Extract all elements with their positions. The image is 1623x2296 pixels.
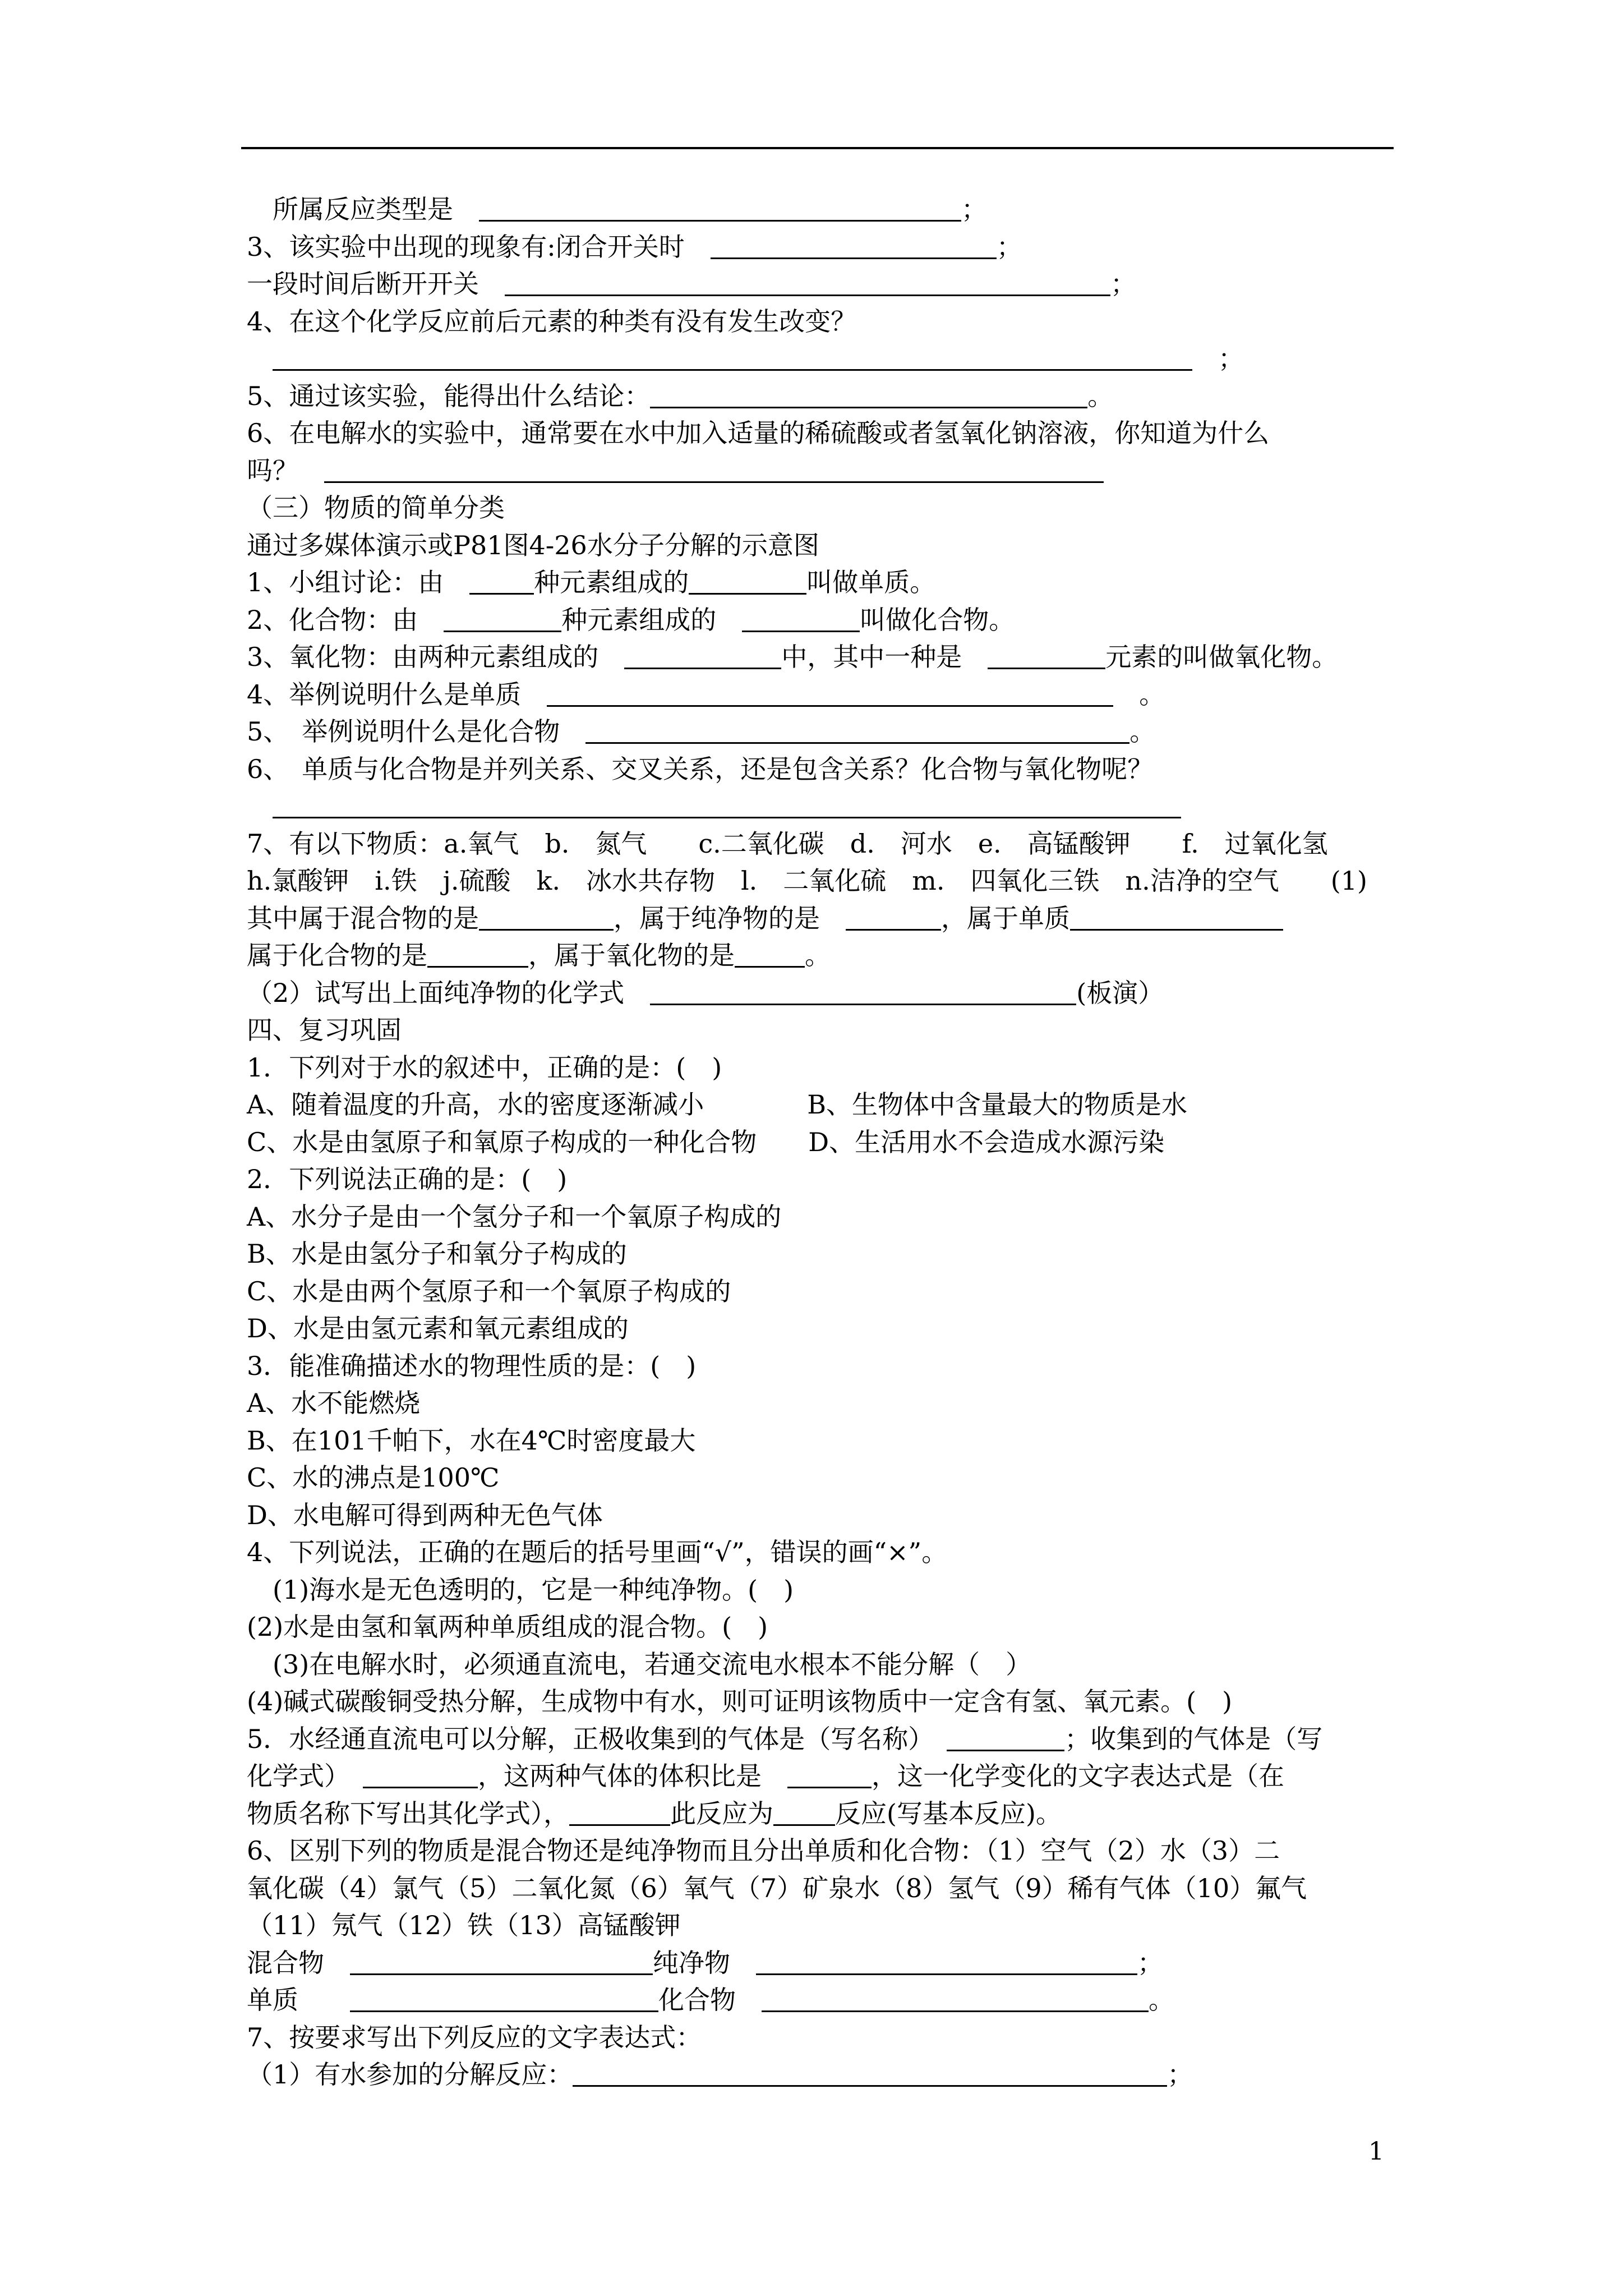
- line-text: 氧化碳（4）氯气（5）二氧化氮（6）氧气（7）矿泉水（8）氢气（9）稀有气体（10）氟气: [247, 1872, 1307, 1903]
- line-text: 4、下列说法，正确的在题后的括号里画“√”，错误的画“×”。: [247, 1537, 948, 1567]
- answer-blank[interactable]: [444, 606, 561, 632]
- answer-blank[interactable]: [773, 1800, 835, 1826]
- line-text: 7、按要求写出下列反应的文字表达式：: [247, 2022, 702, 2053]
- answer-blank[interactable]: [742, 606, 860, 632]
- line-text: ；: [961, 194, 987, 224]
- line-text: 叫做单质。: [806, 567, 936, 597]
- text-line: [247, 564, 1413, 601]
- line-text: ，这两种气体的体积比是: [478, 1761, 787, 1791]
- line-text: 中，其中一种是: [781, 642, 988, 672]
- worksheet-body: [247, 191, 1413, 2093]
- line-text: D、水是由氢元素和氧元素组成的: [247, 1313, 629, 1343]
- text-line: [247, 527, 1413, 564]
- line-text: 1、小组讨论：由: [247, 567, 470, 597]
- answer-blank[interactable]: [756, 1949, 1137, 1975]
- line-text: 种元素组成的: [561, 604, 743, 635]
- line-text: D、水电解可得到两种无色气体: [247, 1499, 603, 1530]
- line-text: 所属反应类型是: [247, 194, 479, 224]
- line-text: 其中属于混合物的是: [247, 903, 479, 933]
- text-line: [247, 1757, 1413, 1795]
- text-line: [247, 1310, 1413, 1347]
- answer-blank[interactable]: [350, 1986, 658, 2012]
- text-line: [247, 1571, 1413, 1609]
- line-text: 3、氧化物：由两种元素组成的: [247, 642, 625, 672]
- line-text: 种元素组成的: [534, 567, 689, 597]
- text-line: [247, 1347, 1413, 1385]
- line-text: 。: [1149, 1985, 1174, 2015]
- line-text: 化学式）: [247, 1761, 363, 1791]
- text-line: [247, 340, 1413, 378]
- text-line: [247, 788, 1413, 825]
- text-line: [247, 191, 1413, 228]
- line-text: 2．下列说法正确的是：( ): [247, 1164, 568, 1194]
- line-text: 。: [805, 940, 831, 970]
- text-line: [247, 1049, 1413, 1087]
- text-line: [247, 1198, 1413, 1236]
- text-line: [247, 1497, 1413, 1534]
- answer-blank[interactable]: [273, 344, 1192, 371]
- line-text: 属于化合物的是: [247, 940, 427, 970]
- line-text: C、水是由氢原子和氧原子构成的一种化合物 D、生活用水不会造成水源污染: [247, 1126, 1165, 1157]
- text-line: [247, 1608, 1413, 1646]
- line-text: ；: [1137, 1947, 1163, 1978]
- text-line: [247, 638, 1413, 676]
- text-line: [247, 1944, 1413, 1982]
- line-text: 化合物: [658, 1985, 762, 2015]
- text-line: [247, 415, 1413, 452]
- line-text: ；: [1192, 343, 1244, 374]
- text-line: [247, 1235, 1413, 1273]
- answer-blank[interactable]: [573, 2060, 1167, 2087]
- text-line: [247, 751, 1413, 788]
- answer-blank[interactable]: [547, 680, 1113, 707]
- line-text: ，属于纯净物的是: [614, 903, 846, 933]
- answer-blank[interactable]: [689, 568, 806, 595]
- line-text: ；: [996, 231, 1022, 262]
- text-line: [247, 825, 1413, 863]
- line-text: 单质: [247, 1985, 350, 2015]
- line-text: 5、通过该实验，能得出什么结论：: [247, 380, 651, 411]
- line-text: （2）试写出上面纯净物的化学式: [247, 977, 651, 1008]
- answer-blank[interactable]: [324, 457, 1104, 483]
- answer-blank[interactable]: [650, 979, 1076, 1005]
- line-text: 叫做化合物。: [860, 604, 1015, 635]
- line-text: 吗？: [247, 455, 324, 486]
- line-text: 纯净物: [653, 1947, 756, 1978]
- line-text: h.氯酸钾 i.铁 j.硫酸 k. 冰水共存物 l. 二氧化硫 m. 四氧化三铁 n.洁净的空气 (1): [247, 866, 1367, 896]
- text-line: [247, 601, 1413, 639]
- text-line: [247, 1832, 1413, 1870]
- answer-blank[interactable]: [363, 1762, 478, 1788]
- line-text: 6、在电解水的实验中，通常要在水中加入适量的稀硫酸或者氢氧化钠溶液，你知道为什么: [247, 418, 1270, 448]
- text-line: [247, 1011, 1413, 1049]
- line-text: 。: [1113, 679, 1165, 710]
- answer-blank[interactable]: [787, 1762, 872, 1788]
- line-text: ；收集到的气体是（写: [1064, 1723, 1323, 1754]
- text-line: [247, 676, 1413, 714]
- text-line: [247, 489, 1413, 527]
- answer-blank[interactable]: [350, 1949, 653, 1975]
- answer-blank[interactable]: [1070, 904, 1283, 931]
- line-text: 7、有以下物质：a.氧气 b. 氮气 c.二氧化碳 d. 河水 e. 高锰酸钾 f. 过氧化氢: [247, 828, 1328, 859]
- text-line: [247, 452, 1413, 490]
- text-line: [247, 1384, 1413, 1422]
- answer-blank[interactable]: [585, 717, 1129, 744]
- text-line: [247, 378, 1413, 415]
- line-text: A、水分子是由一个氢分子和一个氧原子构成的: [247, 1201, 782, 1232]
- answer-blank[interactable]: [735, 941, 805, 968]
- text-line: [247, 1720, 1413, 1758]
- line-text: ；: [1167, 2059, 1193, 2090]
- line-text: B、在101千帕下，水在4℃时密度最大: [247, 1425, 696, 1456]
- line-text: B、水是由氢分子和氧分子构成的: [247, 1239, 627, 1269]
- answer-blank[interactable]: [624, 643, 781, 669]
- line-text: (1)海水是无色透明的，它是一种纯净物。( ): [247, 1574, 794, 1605]
- text-line: [247, 2019, 1413, 2056]
- text-line: [247, 1534, 1413, 1571]
- text-line: [247, 1459, 1413, 1497]
- line-text: (板演）: [1076, 977, 1164, 1008]
- answer-blank[interactable]: [479, 195, 961, 222]
- text-line: [247, 2056, 1413, 2093]
- answer-blank[interactable]: [427, 941, 528, 968]
- line-text: 四、复习巩固: [247, 1015, 402, 1045]
- answer-blank[interactable]: [711, 233, 997, 259]
- line-text: ，属于氧化物的是: [528, 940, 735, 970]
- text-line: [247, 1273, 1413, 1310]
- answer-blank[interactable]: [479, 904, 614, 931]
- line-text: （三）物质的简单分类: [247, 493, 505, 523]
- answer-blank[interactable]: [569, 1800, 670, 1826]
- line-text: (4)碱式碳酸铜受热分解，生成物中有水，则可证明该物质中一定含有氢、氧元素。( ): [247, 1686, 1233, 1717]
- answer-blank[interactable]: [469, 568, 534, 595]
- line-text: 。: [1087, 380, 1114, 411]
- line-text: 此反应为: [670, 1798, 773, 1829]
- line-text: A、水不能燃烧: [247, 1388, 421, 1418]
- line-text: 6、 单质与化合物是并列关系、交叉关系，还是包含关系？化合物与氧化物呢？: [247, 753, 1154, 784]
- line-text: ，这一化学变化的文字表达式是（在: [872, 1761, 1284, 1791]
- line-text: 4、举例说明什么是单质: [247, 679, 547, 710]
- text-line: [247, 1161, 1413, 1198]
- line-text: 一段时间后断开开关: [247, 269, 505, 299]
- line-text: 5、 举例说明什么是化合物: [247, 716, 586, 747]
- text-line: [247, 974, 1413, 1012]
- text-line: [247, 303, 1413, 341]
- line-text: 物质名称下写出其化学式），: [247, 1798, 569, 1829]
- answer-blank[interactable]: [846, 904, 941, 931]
- text-line: [247, 265, 1413, 303]
- line-text: （1）有水参加的分解反应：: [247, 2059, 573, 2090]
- text-line: [247, 1683, 1413, 1720]
- line-text: 2、化合物：由: [247, 604, 444, 635]
- text-line: [247, 937, 1413, 974]
- line-text: 元素的叫做氧化物。: [1105, 642, 1338, 672]
- line-text: 通过多媒体演示或P81图4-26水分子分解的示意图: [247, 530, 819, 560]
- line-text: ，属于单质: [941, 903, 1070, 933]
- line-text: 1．下列对于水的叙述中，正确的是：( ): [247, 1052, 722, 1083]
- line-text: 4、在这个化学反应前后元素的种类有没有发生改变？: [247, 306, 857, 337]
- answer-blank[interactable]: [273, 792, 1181, 818]
- line-text: (2)水是由氢和氧两种单质组成的混合物。( ): [247, 1612, 768, 1642]
- answer-blank[interactable]: [650, 382, 1087, 408]
- text-line: [247, 862, 1413, 900]
- answer-blank[interactable]: [762, 1986, 1149, 2012]
- text-line: [247, 1422, 1413, 1460]
- text-line: [247, 1907, 1413, 1944]
- line-text: 3、该实验中出现的现象有:闭合开关时: [247, 231, 711, 262]
- line-text: (3)在电解水时，必须通直流电，若通交流电水根本不能分解（ ）: [247, 1649, 1032, 1680]
- answer-blank[interactable]: [988, 643, 1105, 669]
- line-text: （11）氖气（12）铁（13）高锰酸钾: [247, 1910, 681, 1940]
- text-line: [247, 900, 1413, 937]
- text-line: [247, 1981, 1413, 2019]
- line-text: 6、区别下列的物质是混合物还是纯净物而且分出单质和化合物：（1）空气（2）水（3）二: [247, 1835, 1280, 1866]
- text-line: [247, 1646, 1413, 1683]
- page-number: 1: [1368, 2137, 1384, 2166]
- line-text: [247, 343, 273, 374]
- text-line: [247, 1124, 1413, 1161]
- text-line: [247, 1086, 1413, 1124]
- text-line: [247, 228, 1413, 266]
- text-line: [247, 1795, 1413, 1833]
- answer-blank[interactable]: [505, 270, 1110, 296]
- line-text: A、随着温度的升高，水的密度逐渐减小 B、生物体中含量最大的物质是水: [247, 1089, 1188, 1120]
- text-line: [247, 713, 1413, 751]
- line-text: C、水的沸点是100℃: [247, 1462, 500, 1493]
- line-text: 5．水经通直流电可以分解，正极收集到的气体是（写名称）: [247, 1723, 947, 1754]
- text-line: [247, 1870, 1413, 1907]
- line-text: 。: [1129, 716, 1156, 747]
- line-text: [247, 791, 273, 821]
- answer-blank[interactable]: [947, 1725, 1064, 1751]
- line-text: C、水是由两个氢原子和一个氧原子构成的: [247, 1276, 731, 1306]
- line-text: 混合物: [247, 1947, 350, 1978]
- header-rule: [241, 147, 1394, 149]
- line-text: 反应(写基本反应)。: [835, 1798, 1062, 1829]
- line-text: 3．能准确描述水的物理性质的是：( ): [247, 1350, 697, 1381]
- line-text: ；: [1110, 269, 1136, 299]
